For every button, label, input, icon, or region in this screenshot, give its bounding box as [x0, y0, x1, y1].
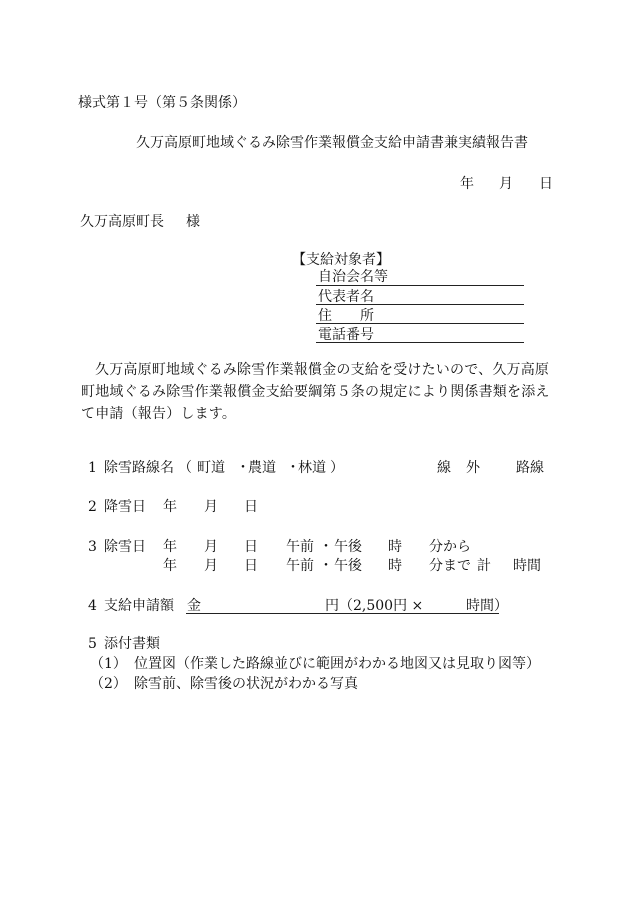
applicant-field-label: 自治会名等 [318, 269, 388, 285]
work-start-hour-unit: 時 [388, 539, 402, 555]
applicant-field-label: 住 所 [318, 308, 374, 324]
work-start-am-option[interactable]: 午前 [286, 539, 314, 555]
work-total-hours-unit: 時間 [513, 558, 541, 574]
route-separator: ・ [286, 460, 300, 476]
item-number: 2 [88, 499, 97, 515]
route-option-farm[interactable]: 農道 [248, 460, 276, 476]
route-close-paren: ） [330, 460, 344, 476]
route-separator: ・ [236, 460, 250, 476]
work-end-separator: ・ [319, 558, 333, 574]
route-label: 除雪路線名 [104, 460, 174, 476]
work-total-label: 計 [477, 558, 491, 574]
item-number: 3 [88, 539, 97, 555]
work-end-am-option[interactable]: 午前 [286, 558, 314, 574]
applicant-field-line[interactable] [316, 285, 524, 286]
work-start-minute-unit: 分から [429, 539, 471, 555]
attachment-text: 位置図（作業した路線並びに範囲がわかる地図又は見取り図等） [134, 656, 540, 672]
document-title: 久万高原町地域ぐるみ除雪作業報償金支給申請書兼実績報告書 [136, 135, 528, 151]
attachment-number: （2） [90, 676, 127, 692]
work-start-month-unit: 月 [204, 539, 218, 555]
work-start-day-unit: 日 [244, 539, 258, 555]
applicant-heading: 【支給対象者】 [292, 252, 390, 268]
body-paragraph: 久万高原町地域ぐるみ除雪作業報償金の支給を受けたいので、久万高原町地域ぐるみ除雪作業報償金支給要綱第５条の規定により関係書類を添えて申請（報告）します。 [81, 362, 550, 422]
route-open-paren: （ [178, 460, 192, 476]
addressee-name: 久万高原町長 [80, 214, 164, 230]
snowfall-date-label: 降雪日 [104, 499, 146, 515]
work-end-hour-unit: 時 [388, 558, 402, 574]
route-line-unit: 線 [437, 460, 451, 476]
amount-rate: （2,500円 × [339, 598, 424, 614]
work-start-pm-option[interactable]: 午後 [334, 539, 362, 555]
route-option-forest[interactable]: 林道 [298, 460, 326, 476]
route-outside-unit: 外 [466, 460, 480, 476]
work-end-year-unit: 年 [163, 558, 177, 574]
amount-hours-unit: 時間） [466, 598, 508, 614]
snowfall-day-unit: 日 [244, 499, 258, 515]
work-start-separator: ・ [319, 539, 333, 555]
work-date-label: 除雪日 [104, 539, 146, 555]
date-year: 年 [460, 176, 474, 192]
snowfall-month-unit: 月 [204, 499, 218, 515]
date-day: 日 [539, 176, 553, 192]
applicant-field-line[interactable] [316, 304, 524, 305]
addressee-honorific: 様 [186, 214, 200, 230]
attachment-text: 除雪前、除雪後の状況がわかる写真 [134, 676, 358, 692]
applicant-field-label: 電話番号 [318, 327, 374, 343]
attachment-number: （1） [90, 656, 127, 672]
amount-label: 支給申請額 [104, 598, 174, 614]
form-number: 様式第１号（第５条関係） [78, 95, 246, 111]
item-number: 1 [88, 460, 97, 476]
item-number: 5 [88, 636, 97, 652]
amount-yen-unit: 円 [325, 598, 339, 614]
work-end-month-unit: 月 [204, 558, 218, 574]
work-start-year-unit: 年 [163, 539, 177, 555]
item-number: 4 [88, 598, 97, 614]
attachments-label: 添付書類 [104, 636, 160, 652]
applicant-field-label: 代表者名 [318, 289, 374, 305]
applicant-field-line[interactable] [316, 323, 524, 324]
work-end-day-unit: 日 [244, 558, 258, 574]
route-option-town[interactable]: 町道 [197, 460, 225, 476]
applicant-field-line[interactable] [316, 342, 524, 343]
route-count-unit: 路線 [516, 460, 544, 476]
snowfall-year-unit: 年 [163, 499, 177, 515]
work-end-pm-option[interactable]: 午後 [334, 558, 362, 574]
amount-prefix: 金 [187, 598, 201, 614]
date-month: 月 [499, 176, 513, 192]
work-end-minute-unit: 分まで [429, 558, 471, 574]
